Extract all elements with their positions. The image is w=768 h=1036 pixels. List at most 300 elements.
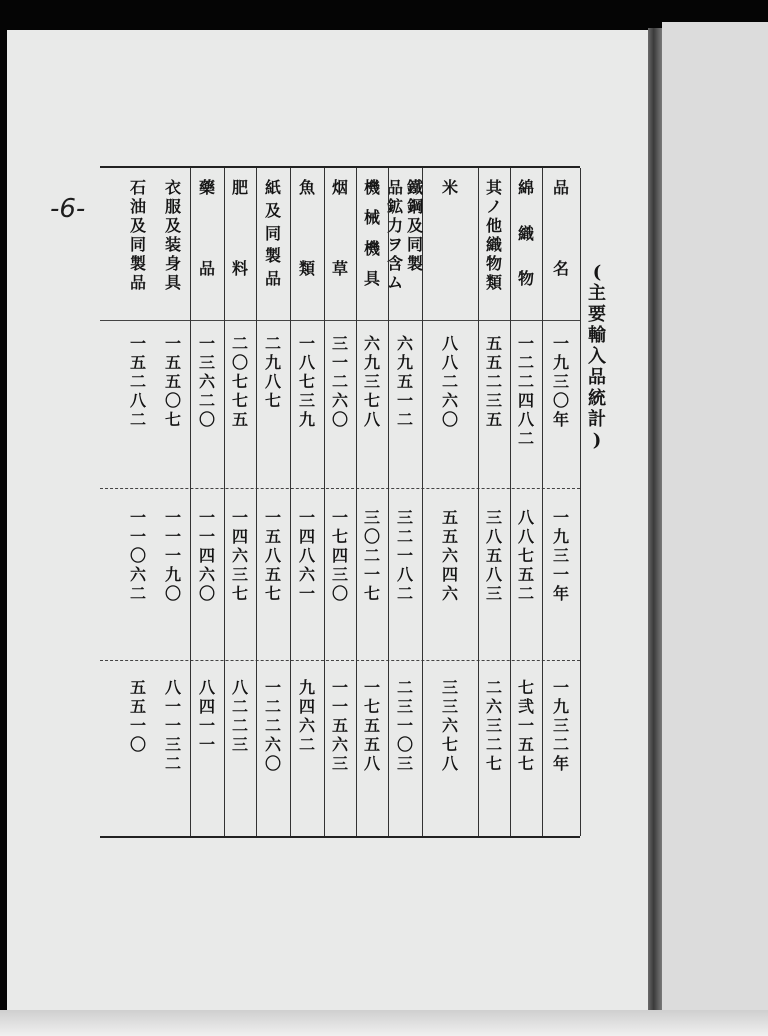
value-char: 一 [363, 678, 380, 697]
item-name-char: 類 [485, 273, 502, 292]
year-header-char: 一 [552, 334, 569, 353]
value-char: 一 [396, 391, 413, 410]
year-header [542, 334, 580, 429]
table-column [290, 168, 325, 836]
value-char: 三 [485, 508, 502, 527]
value-char: 一 [264, 508, 281, 527]
value-char: 五 [485, 353, 502, 372]
value-char: 八 [298, 546, 315, 565]
value-char: 五 [441, 527, 458, 546]
year-header-char: 三 [552, 546, 569, 565]
value-char: 五 [396, 372, 413, 391]
item-name-char: ム [386, 273, 403, 292]
item-name [510, 178, 542, 288]
value-char: 三 [298, 391, 315, 410]
value-char: 三 [441, 678, 458, 697]
item-name-char: 及 [264, 200, 281, 220]
value-char: 〇 [198, 584, 215, 603]
item-name-char: 身 [164, 254, 181, 273]
value-char: 二 [198, 391, 215, 410]
value-char: 五 [485, 546, 502, 565]
value-cell [356, 678, 388, 773]
table-column [510, 168, 543, 836]
table-column [120, 168, 156, 836]
value-char: 四 [231, 527, 248, 546]
value-char: 一 [164, 697, 181, 716]
year-header [542, 508, 580, 603]
value-char: 二 [396, 527, 413, 546]
value-char: 八 [441, 353, 458, 372]
value-char: 六 [129, 565, 146, 584]
item-name-char: 料 [231, 259, 248, 278]
value-char: 二 [517, 372, 534, 391]
value-char: 〇 [331, 584, 348, 603]
value-cell [388, 508, 422, 603]
value-cell [120, 678, 156, 754]
item-name-char: 他 [485, 216, 502, 235]
value-char: 六 [363, 334, 380, 353]
value-char: 七 [231, 584, 248, 603]
value-char: 三 [396, 508, 413, 527]
value-char: 一 [164, 508, 181, 527]
value-char: 一 [363, 565, 380, 584]
table-title [582, 262, 612, 451]
item-name-char: 力 [386, 216, 403, 235]
value-char: 一 [331, 353, 348, 372]
value-cell [224, 334, 256, 429]
value-char: 〇 [331, 410, 348, 429]
value-char: 一 [164, 527, 181, 546]
item-name-char: 草 [331, 259, 348, 278]
value-char: 六 [331, 735, 348, 754]
value-char: 五 [264, 565, 281, 584]
year-header-char: 〇 [552, 391, 569, 410]
value-char: 二 [485, 735, 502, 754]
year-header-char: 一 [552, 508, 569, 527]
value-char: 三 [231, 735, 248, 754]
value-char: 二 [231, 334, 248, 353]
value-char: 一 [129, 334, 146, 353]
item-name-char: 物 [485, 254, 502, 273]
value-char: 二 [441, 372, 458, 391]
value-cell [256, 334, 290, 410]
value-char: 二 [231, 697, 248, 716]
value-cell [156, 508, 190, 603]
value-char: 八 [485, 527, 502, 546]
table-column [224, 168, 257, 836]
value-char: 九 [298, 678, 315, 697]
item-name-char: 米 [441, 178, 458, 197]
item-name-char: 械 [363, 208, 380, 228]
item-name [120, 178, 156, 292]
value-char: 六 [396, 334, 413, 353]
table-column [356, 168, 389, 836]
year-header-char: 年 [552, 410, 569, 429]
item-name [224, 178, 256, 278]
value-char: 二 [396, 584, 413, 603]
item-name-char: 鉱 [386, 197, 403, 216]
value-char: 一 [198, 508, 215, 527]
item-name-char: 及 [129, 216, 146, 235]
item-name [256, 178, 290, 288]
value-char: 一 [129, 527, 146, 546]
item-name-char: 品 [264, 269, 281, 288]
item-name-line [387, 178, 403, 292]
value-char: 二 [396, 678, 413, 697]
value-char: 七 [517, 546, 534, 565]
value-char: 〇 [363, 527, 380, 546]
value-cell [388, 334, 422, 429]
value-char: 七 [485, 754, 502, 773]
value-cell [256, 508, 290, 603]
title-char: ( [592, 262, 602, 283]
table-column [190, 168, 225, 836]
item-name-char: 鋼 [407, 197, 424, 216]
value-char: 二 [264, 716, 281, 735]
item-name-char: 石 [129, 178, 146, 197]
value-char: 八 [517, 410, 534, 429]
value-char: 三 [198, 353, 215, 372]
value-char: 三 [363, 372, 380, 391]
value-char: 三 [441, 697, 458, 716]
item-name [388, 178, 422, 318]
year-header-char: 九 [552, 697, 569, 716]
item-name-char: 其 [485, 178, 502, 197]
value-char: 〇 [396, 735, 413, 754]
value-char: 〇 [129, 735, 146, 754]
item-name-char: 服 [164, 197, 181, 216]
value-cell [190, 334, 224, 429]
value-char: 五 [264, 527, 281, 546]
value-char: 三 [485, 391, 502, 410]
item-name-char: 同 [407, 235, 424, 254]
value-char: 五 [517, 735, 534, 754]
value-char: 八 [231, 678, 248, 697]
year-header-char: 一 [552, 678, 569, 697]
item-name-char: 烟 [331, 178, 348, 197]
value-char: 八 [441, 334, 458, 353]
value-char: 四 [198, 697, 215, 716]
table-column [256, 168, 291, 836]
value-char: 七 [363, 697, 380, 716]
value-char: 三 [485, 584, 502, 603]
year-header-char: 二 [552, 735, 569, 754]
item-header [542, 178, 580, 278]
value-char: 一 [331, 678, 348, 697]
value-char: 七 [298, 372, 315, 391]
value-char: 六 [198, 565, 215, 584]
item-name-char: 同 [264, 223, 281, 243]
value-cell [422, 508, 478, 603]
value-char: 弐 [517, 697, 534, 716]
value-char: 一 [231, 508, 248, 527]
title-char: 品 [588, 367, 606, 388]
item-name-char: 品 [129, 273, 146, 292]
value-char: 五 [331, 716, 348, 735]
item-name-char: ノ [485, 197, 502, 216]
year-header-char: 三 [552, 372, 569, 391]
table-column [156, 168, 191, 836]
item-name-char: 綿 [517, 178, 534, 197]
item-name [324, 178, 356, 278]
item-name [156, 178, 190, 292]
item-name-char: 製 [129, 254, 146, 273]
year-header-char: 年 [552, 584, 569, 603]
value-cell [510, 508, 542, 603]
value-char: 二 [129, 410, 146, 429]
value-char: 一 [298, 334, 315, 353]
value-cell [422, 678, 478, 773]
value-char: 四 [298, 527, 315, 546]
value-cell [120, 508, 156, 603]
value-char: 六 [264, 735, 281, 754]
value-char: 八 [164, 678, 181, 697]
value-cell [478, 334, 510, 429]
value-char: 四 [331, 546, 348, 565]
value-char: 二 [231, 716, 248, 735]
value-cell [478, 678, 510, 773]
item-name [290, 178, 324, 278]
value-cell [356, 334, 388, 429]
value-cell [510, 678, 542, 773]
item-name-char: 織 [517, 223, 534, 243]
value-char: 九 [396, 353, 413, 372]
value-char: 一 [331, 697, 348, 716]
value-cell [478, 508, 510, 603]
item-name-char: 装 [164, 235, 181, 254]
value-cell [156, 678, 190, 773]
item-name-char: 品 [386, 178, 403, 197]
value-char: 九 [164, 565, 181, 584]
value-char: 二 [164, 754, 181, 773]
value-char: 七 [231, 372, 248, 391]
value-char: 八 [363, 410, 380, 429]
value-char: 四 [298, 697, 315, 716]
value-char: 一 [517, 716, 534, 735]
title-char: 輸 [588, 325, 606, 346]
value-char: 一 [129, 508, 146, 527]
value-char: 一 [198, 334, 215, 353]
title-char: 入 [588, 346, 606, 367]
value-char: 四 [517, 391, 534, 410]
value-char: 三 [485, 716, 502, 735]
value-char: 八 [264, 372, 281, 391]
title-char: 統 [588, 388, 606, 409]
value-char: 六 [231, 546, 248, 565]
value-char: 三 [396, 754, 413, 773]
value-char: 五 [164, 372, 181, 391]
table-column [388, 168, 423, 836]
item-name-char: 具 [164, 273, 181, 292]
value-char: 二 [129, 372, 146, 391]
value-cell [156, 334, 190, 429]
item-name-char: 油 [129, 197, 146, 216]
value-char: 六 [441, 546, 458, 565]
book-spine [648, 28, 662, 1013]
value-char: 〇 [198, 410, 215, 429]
value-char: 一 [396, 546, 413, 565]
value-char: 八 [441, 754, 458, 773]
value-char: 二 [363, 546, 380, 565]
value-char: 七 [363, 584, 380, 603]
item-name-char: 魚 [298, 178, 315, 197]
item-name-char: 物 [517, 269, 534, 288]
item-name [478, 178, 510, 292]
item-name-char: 及 [407, 216, 424, 235]
value-char: 五 [129, 697, 146, 716]
item-name [190, 178, 224, 278]
value-char: 三 [164, 735, 181, 754]
value-cell [324, 678, 356, 773]
title-char: 計 [588, 409, 606, 430]
value-cell [120, 334, 156, 429]
value-char: 六 [485, 697, 502, 716]
value-char: 五 [517, 565, 534, 584]
item-name-char: 機 [363, 238, 380, 258]
value-char: 五 [485, 334, 502, 353]
import-statistics-table [100, 166, 580, 838]
value-char: 二 [517, 353, 534, 372]
value-char: 六 [441, 716, 458, 735]
value-char: 六 [331, 391, 348, 410]
value-char: 一 [164, 546, 181, 565]
value-char: 五 [231, 410, 248, 429]
value-cell [510, 334, 542, 448]
value-char: 一 [198, 735, 215, 754]
value-cell [324, 508, 356, 603]
item-name [356, 178, 388, 288]
item-header-char: 名 [552, 259, 569, 278]
value-char: 六 [441, 584, 458, 603]
value-char: 二 [396, 410, 413, 429]
value-char: 八 [517, 527, 534, 546]
value-char: 七 [517, 678, 534, 697]
value-char: 一 [298, 508, 315, 527]
value-cell [388, 678, 422, 773]
item-name-char: 含 [386, 254, 403, 273]
item-name-char: 衣 [164, 178, 181, 197]
value-cell [224, 508, 256, 603]
page-number-note: -6- [50, 194, 86, 224]
value-char: 二 [485, 372, 502, 391]
value-char: 一 [198, 716, 215, 735]
value-char: 九 [264, 353, 281, 372]
item-name-char: 製 [407, 254, 424, 273]
value-char: 八 [264, 546, 281, 565]
value-char: 七 [363, 391, 380, 410]
year-header-char: 一 [552, 565, 569, 584]
value-char: 三 [396, 697, 413, 716]
item-name-char: 及 [164, 216, 181, 235]
title-char: ) [592, 430, 602, 451]
value-char: 三 [231, 565, 248, 584]
value-cell [190, 508, 224, 603]
value-char: 二 [517, 429, 534, 448]
value-char: 六 [198, 372, 215, 391]
value-char: 七 [441, 735, 458, 754]
value-char: 九 [298, 410, 315, 429]
value-cell [224, 678, 256, 754]
item-name-char: ヲ [386, 235, 403, 254]
value-char: 〇 [264, 754, 281, 773]
value-char: 八 [129, 391, 146, 410]
value-cell [290, 334, 324, 429]
value-char: 三 [331, 334, 348, 353]
year-header [542, 678, 580, 773]
value-char: 一 [264, 678, 281, 697]
year-header-char: 年 [552, 754, 569, 773]
value-char: 二 [298, 735, 315, 754]
value-char: 六 [298, 716, 315, 735]
title-char: 主 [588, 283, 606, 304]
value-char: 七 [231, 391, 248, 410]
value-char: 三 [331, 754, 348, 773]
value-cell [290, 508, 324, 603]
year-header-char: 九 [552, 353, 569, 372]
value-char: 八 [485, 565, 502, 584]
item-name [422, 178, 478, 198]
value-char: 五 [164, 353, 181, 372]
value-cell [422, 334, 478, 429]
title-char: 要 [588, 304, 606, 325]
value-char: 八 [396, 565, 413, 584]
value-char: 七 [264, 391, 281, 410]
item-name-char: 紙 [264, 178, 281, 197]
value-char: 八 [298, 353, 315, 372]
item-name-char: 具 [363, 268, 380, 288]
value-char: 一 [517, 334, 534, 353]
value-char: 六 [298, 565, 315, 584]
value-char: 九 [363, 353, 380, 372]
value-char: 六 [441, 391, 458, 410]
value-char: 八 [517, 508, 534, 527]
value-char: 一 [198, 527, 215, 546]
adjacent-page [662, 22, 768, 1012]
value-char: 二 [485, 678, 502, 697]
value-char: 五 [441, 508, 458, 527]
table-column [324, 168, 357, 836]
item-name-char: 鐵 [407, 178, 424, 197]
value-char: 二 [264, 334, 281, 353]
item-name-char: 製 [264, 246, 281, 266]
value-char: 〇 [164, 391, 181, 410]
value-char: 一 [164, 334, 181, 353]
value-char: 八 [198, 678, 215, 697]
value-char: 〇 [129, 546, 146, 565]
item-name-char: 品 [198, 259, 215, 278]
value-char: 〇 [164, 584, 181, 603]
value-char: 七 [331, 527, 348, 546]
item-name-char: 同 [129, 235, 146, 254]
value-char: 一 [396, 716, 413, 735]
value-char: 〇 [441, 410, 458, 429]
table-header-column [542, 168, 581, 836]
value-char: 二 [129, 584, 146, 603]
page-bottom-edge [0, 1010, 768, 1036]
value-char: 一 [164, 716, 181, 735]
value-char: 一 [298, 584, 315, 603]
item-name-char: 肥 [231, 178, 248, 197]
item-header-char: 品 [552, 178, 569, 197]
value-char: 五 [363, 716, 380, 735]
item-name-char: 織 [485, 235, 502, 254]
item-name-char: 藥 [198, 178, 215, 197]
value-char: 四 [198, 546, 215, 565]
value-cell [324, 334, 356, 429]
value-char: 一 [331, 508, 348, 527]
value-char: 三 [363, 508, 380, 527]
value-char: 一 [129, 716, 146, 735]
